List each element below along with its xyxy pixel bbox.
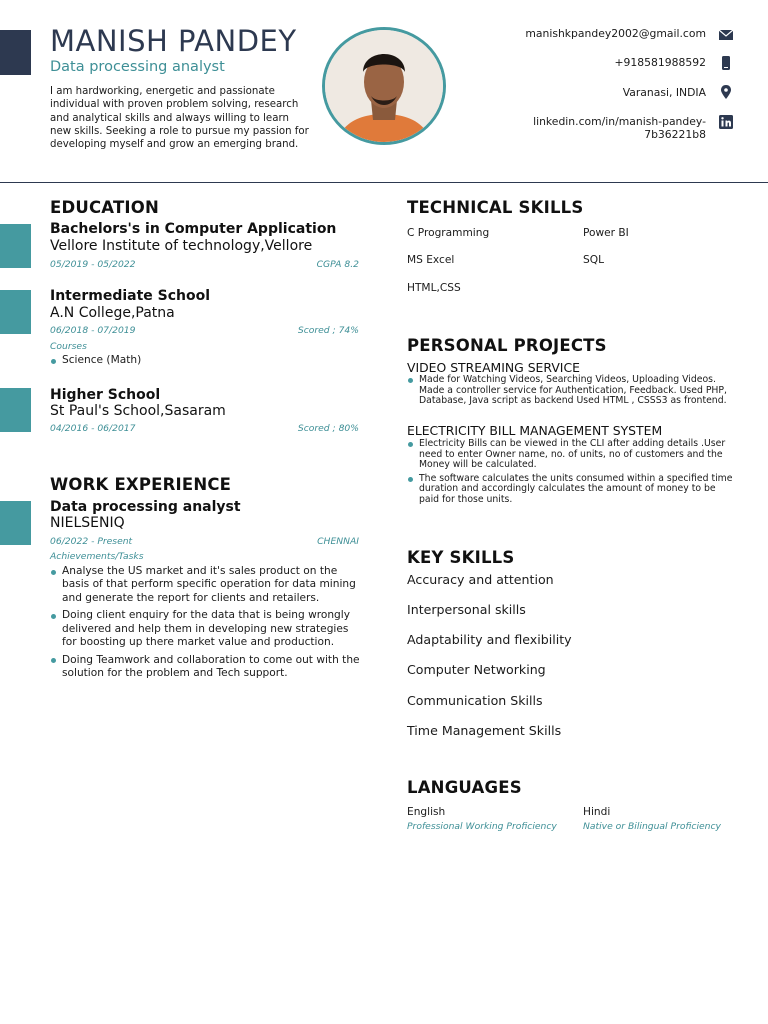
key-skill: Accuracy and attention — [407, 572, 554, 587]
education-score: Scored ; 74% — [297, 325, 359, 336]
education-degree: Higher School — [50, 387, 161, 403]
education-school: A.N College,Patna — [50, 305, 175, 321]
phone-icon — [718, 55, 734, 71]
courses-label: Courses — [50, 341, 87, 352]
education-accent-2 — [0, 290, 31, 334]
education-school: St Paul's School,Sasaram — [50, 403, 226, 419]
courses-list — [50, 354, 360, 372]
profile-photo — [322, 27, 446, 145]
contact-email[interactable]: manishkpandey2002@gmail.com — [525, 27, 706, 40]
key-skill: Interpersonal skills — [407, 602, 526, 617]
contact-linkedin[interactable] — [533, 115, 706, 141]
header-accent-block — [0, 30, 31, 75]
languages-heading: LANGUAGES — [407, 778, 522, 797]
work-accent — [0, 501, 31, 545]
technical-skill: Power BI — [583, 227, 629, 239]
language-level: Native or Bilingual Proficiency — [583, 821, 721, 832]
education-score: Scored ; 80% — [297, 423, 359, 434]
technical-skills-heading: TECHNICAL SKILLS — [407, 198, 584, 217]
tasks-label: Achievements/Tasks — [50, 551, 144, 562]
summary-text: I am hardworking, energetic and passionate individual with proven problem solving, research and analytical skills and always willing to learn new skills. Seeking a role to pursue my passion for developing myself and grow an emerging brand. — [50, 86, 309, 151]
education-degree: Bachelors's in Computer Application — [50, 221, 337, 237]
education-degree: Intermediate School — [50, 288, 211, 304]
technical-skill: C Programming — [407, 227, 490, 239]
project-points — [407, 439, 737, 509]
education-heading: EDUCATION — [50, 198, 159, 217]
linkedin-line-2: 7b36221b8 — [644, 128, 706, 141]
technical-skill: MS Excel — [407, 254, 455, 266]
work-company: NIELSENIQ — [50, 515, 125, 531]
work-heading: WORK EXPERIENCE — [50, 475, 232, 494]
education-accent-1 — [0, 224, 31, 268]
contact-phone[interactable]: +918581988592 — [614, 56, 706, 69]
contact-location: Varanasi, INDIA — [622, 86, 706, 99]
envelope-icon — [718, 27, 734, 43]
list-item: Electricity Bills can be viewed in the CLI after adding details .User need to enter Owner name, no. of units, no of customers and the Money will be calculated. — [407, 439, 737, 471]
candidate-role: Data processing analyst — [50, 59, 225, 75]
education-dates: 04/2016 - 06/2017 — [50, 423, 136, 434]
language-level: Professional Working Proficiency — [407, 821, 557, 832]
list-item: Doing client enquiry for the data that is being wrongly delivered and help them in developing new strategies for boosting up there market value and production. — [50, 609, 362, 649]
work-position: Data processing analyst — [50, 499, 241, 515]
work-location: CHENNAI — [317, 536, 359, 547]
list-item: The software calculates the units consumed within a specified time duration and accordingly calculates the amount of money to be paid for those units. — [407, 474, 737, 506]
key-skill: Communication Skills — [407, 693, 543, 708]
key-skill: Computer Networking — [407, 662, 546, 677]
list-item: Made for Watching Videos, Searching Videos, Uploading Videos. Made a controller service for Authentication, Feedback. Used PHP, Database, Java script as backend Used HTML , CSSS3 as frontend. — [407, 375, 737, 407]
linkedin-icon — [718, 114, 734, 130]
key-skills-heading: KEY SKILLS — [407, 548, 515, 567]
technical-skill: SQL — [583, 254, 604, 266]
language-name: Hindi — [583, 806, 611, 818]
location-pin-icon — [718, 84, 734, 100]
key-skill: Adaptability and flexibility — [407, 632, 572, 647]
project-points — [407, 375, 737, 410]
project-title: VIDEO STREAMING SERVICE — [407, 360, 580, 375]
work-dates: 06/2022 - Present — [50, 536, 133, 547]
linkedin-line-1: linkedin.com/in/manish-pandey- — [533, 115, 706, 128]
technical-skill: HTML,CSS — [407, 282, 461, 294]
candidate-name: MANISH PANDEY — [50, 24, 297, 58]
header-divider — [0, 182, 768, 183]
list-item: Analyse the US market and it's sales product on the basis of that perform specific operation for data mining and generate the report for clients and retailers. — [50, 565, 362, 605]
project-title: ELECTRICITY BILL MANAGEMENT SYSTEM — [407, 423, 663, 438]
tasks-list — [50, 565, 362, 685]
education-score: CGPA 8.2 — [316, 259, 359, 270]
education-accent-3 — [0, 388, 31, 432]
education-dates: 05/2019 - 05/2022 — [50, 259, 136, 270]
language-name: English — [407, 806, 446, 818]
education-dates: 06/2018 - 07/2019 — [50, 325, 136, 336]
key-skill: Time Management Skills — [407, 723, 562, 738]
list-item: Doing Teamwork and collaboration to come out with the solution for the problem and Tech support. — [50, 654, 362, 681]
education-school: Vellore Institute of technology,Vellore — [50, 238, 313, 254]
list-item: Science (Math) — [50, 354, 360, 367]
projects-heading: PERSONAL PROJECTS — [407, 336, 607, 355]
